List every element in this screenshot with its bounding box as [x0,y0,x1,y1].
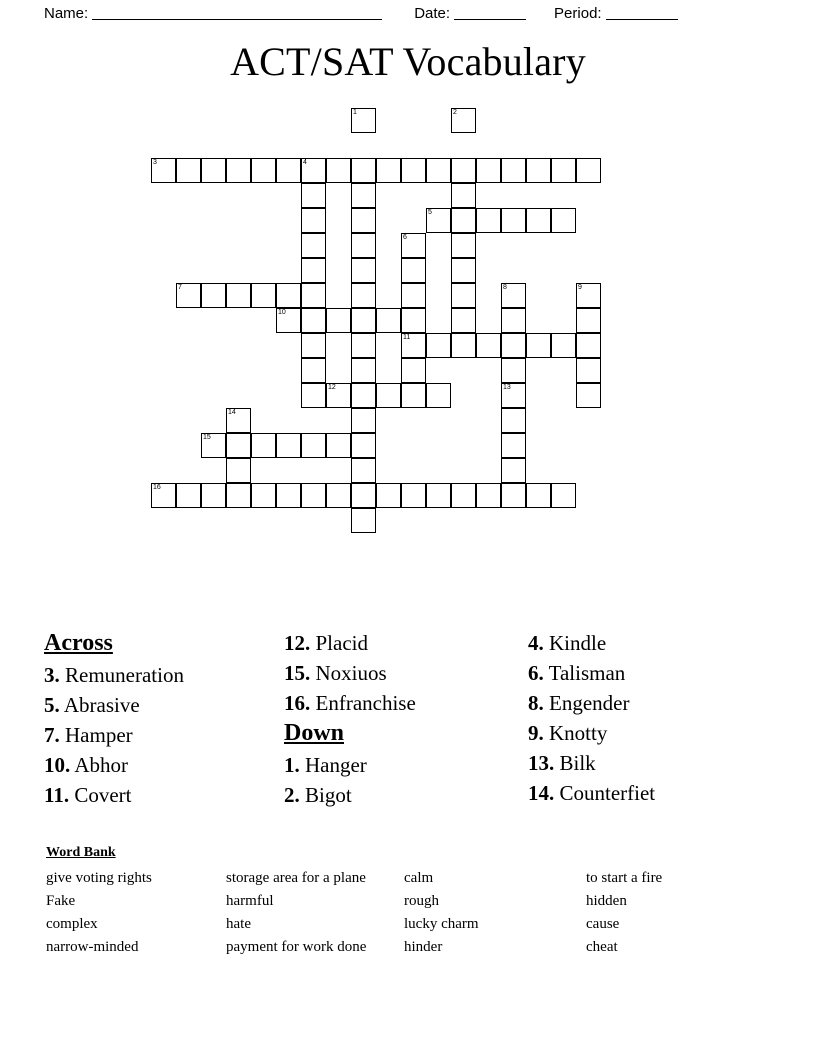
crossword-cell[interactable] [501,308,526,333]
crossword-cell[interactable] [301,333,326,358]
clue-word: Abrasive [63,693,140,717]
crossword-cell[interactable] [426,158,451,183]
word-bank-item: storage area for a plane [226,870,366,886]
word-bank-item: hate [226,916,251,932]
word-bank-grid [46,867,746,959]
crossword-cell[interactable] [201,433,226,458]
crossword-cell[interactable] [226,283,251,308]
crossword-cell[interactable] [351,383,376,408]
crossword-cell[interactable] [576,158,601,183]
cell-number: 15 [203,434,211,441]
crossword-cell[interactable] [276,308,301,333]
clue-word: Engender [549,691,630,715]
cell-number: 13 [503,384,511,391]
crossword-cell[interactable] [451,258,476,283]
down-heading: Down [284,720,345,746]
crossword-cell[interactable] [501,483,526,508]
clue-word: Hanger [305,753,367,777]
clue-number: 12. [284,631,311,655]
crossword-cell[interactable] [176,158,201,183]
crossword-cell[interactable] [451,308,476,333]
cell-number: 6 [403,234,407,241]
crossword-cell[interactable] [501,408,526,433]
clue-across-15 [284,658,524,688]
crossword-cell[interactable] [301,233,326,258]
clue-down-6 [528,658,778,688]
crossword-cell[interactable] [151,158,176,183]
crossword-cell[interactable] [351,358,376,383]
crossword-cell[interactable] [426,483,451,508]
crossword-cell[interactable] [176,483,201,508]
crossword-cell[interactable] [351,458,376,483]
clue-word: Knotty [549,721,608,745]
crossword-cell[interactable] [426,383,451,408]
crossword-cell[interactable] [451,158,476,183]
crossword-cell[interactable] [276,483,301,508]
crossword-cell[interactable] [451,108,476,133]
crossword-cell[interactable] [351,408,376,433]
crossword-cell[interactable] [351,433,376,458]
crossword-cell[interactable] [401,308,426,333]
word-bank-item: Fake [46,893,76,909]
word-bank-title: Word Bank [46,845,116,860]
crossword-cell[interactable] [351,308,376,333]
clue-number: 6. [528,661,544,685]
clue-number: 16. [284,691,311,715]
crossword-cell[interactable] [176,283,201,308]
crossword-cell[interactable] [401,383,426,408]
clue-number: 13. [528,751,555,775]
crossword-cell[interactable] [476,208,501,233]
cell-number: 16 [153,484,161,491]
word-bank-row [46,890,746,913]
word-bank-row [46,913,746,936]
crossword-cell[interactable] [326,433,351,458]
clue-word: Covert [74,783,132,807]
cell-number: 4 [303,159,307,166]
crossword-cell[interactable] [351,183,376,208]
crossword-cell[interactable] [301,258,326,283]
word-bank-item: payment for work done [226,939,367,955]
crossword-cell[interactable] [276,433,301,458]
crossword-cell[interactable] [351,208,376,233]
crossword-cell[interactable] [351,333,376,358]
name-label: Name: [44,4,89,22]
cell-number: 9 [578,284,582,291]
crossword-cell[interactable] [401,333,426,358]
page-title: ACT/SAT Vocabulary [230,39,586,84]
clue-number: 3. [44,663,60,687]
crossword-cell[interactable] [501,283,526,308]
crossword-cell[interactable] [526,158,551,183]
clue-number: 15. [284,661,311,685]
clue-number: 10. [44,753,71,777]
crossword-cell[interactable] [551,158,576,183]
crossword-cell[interactable] [451,208,476,233]
clue-across-5 [44,690,274,720]
crossword-cell[interactable] [326,158,351,183]
crossword-cell[interactable] [301,308,326,333]
clue-number: 9. [528,721,544,745]
crossword-cell[interactable] [251,158,276,183]
student-info-header [0,0,816,26]
crossword-cell[interactable] [301,433,326,458]
clue-column-1 [44,628,274,810]
crossword-cell[interactable] [576,383,601,408]
word-bank-row [46,867,746,890]
clue-down-9 [528,718,778,748]
clue-word: Talisman [548,661,626,685]
crossword-cell[interactable] [426,333,451,358]
crossword-cell[interactable] [451,233,476,258]
crossword-cell[interactable] [501,208,526,233]
clue-section [44,628,784,828]
clue-word: Hamper [65,723,133,747]
crossword-cell[interactable] [451,283,476,308]
crossword-cell[interactable] [376,483,401,508]
clue-word: Bigot [305,783,352,807]
cell-number: 12 [328,384,336,391]
clue-number: 1. [284,753,300,777]
crossword-cell[interactable] [351,108,376,133]
crossword-cell[interactable] [251,433,276,458]
crossword-cell[interactable] [301,483,326,508]
clue-down-13 [528,748,778,778]
word-bank-item: narrow-minded [46,939,139,955]
word-bank-item: cheat [586,939,618,955]
name-blank[interactable] [92,6,382,20]
crossword-cell[interactable] [351,508,376,533]
crossword-cell[interactable] [501,383,526,408]
crossword-cell[interactable] [226,458,251,483]
crossword-cell[interactable] [251,483,276,508]
cell-number: 10 [278,309,286,316]
clue-down-8 [528,688,778,718]
crossword-cell[interactable] [226,158,251,183]
clue-down-14 [528,778,778,808]
word-bank-item: to start a fire [586,870,663,886]
crossword-cell[interactable] [501,158,526,183]
crossword-cell[interactable] [301,158,326,183]
clue-number: 4. [528,631,544,655]
crossword-cell[interactable] [226,408,251,433]
clue-across-7 [44,720,274,750]
across-heading: Across [44,630,113,656]
clue-column-3 [528,628,778,808]
crossword-cell[interactable] [201,483,226,508]
crossword-cell[interactable] [401,483,426,508]
clue-number: 8. [528,691,544,715]
crossword-cell[interactable] [276,283,301,308]
word-bank-item: calm [404,870,434,886]
crossword-cell[interactable] [576,358,601,383]
crossword-cell[interactable] [426,208,451,233]
crossword-cell[interactable] [526,483,551,508]
crossword-cell[interactable] [351,233,376,258]
clue-down-1 [284,750,524,780]
crossword-cell[interactable] [501,358,526,383]
cell-number: 8 [503,284,507,291]
crossword-cell[interactable] [351,483,376,508]
clue-number: 2. [284,783,300,807]
crossword-cell[interactable] [401,158,426,183]
clue-word: Abhor [74,753,129,777]
word-bank-item: lucky charm [404,916,479,932]
crossword-cell[interactable] [401,258,426,283]
crossword-cell[interactable] [451,183,476,208]
crossword-cell[interactable] [326,383,351,408]
word-bank [46,845,746,959]
word-bank-item: give voting rights [46,870,152,886]
crossword-cell[interactable] [226,483,251,508]
period-label: Period: [554,4,602,22]
word-bank-item: rough [404,893,439,909]
period-blank[interactable] [606,6,678,20]
crossword-cell[interactable] [276,158,301,183]
crossword-cell[interactable] [551,208,576,233]
crossword-cell[interactable] [501,458,526,483]
cell-number: 7 [178,284,182,291]
clue-number: 5. [44,693,60,717]
clue-across-12 [284,628,524,658]
clue-word: Counterfiet [559,781,656,805]
crossword-cell[interactable] [201,283,226,308]
crossword-cell[interactable] [501,433,526,458]
cell-number: 14 [228,409,236,416]
clue-word: Remuneration [65,663,184,687]
crossword-cell[interactable] [451,333,476,358]
crossword-cell[interactable] [351,258,376,283]
cell-number: 1 [353,109,357,116]
crossword-cell[interactable] [501,333,526,358]
word-bank-item: hidden [586,893,627,909]
clue-word: Bilk [559,751,596,775]
crossword-cell[interactable] [326,308,351,333]
crossword-grid[interactable] [0,108,816,628]
crossword-cell[interactable] [201,158,226,183]
word-bank-item: hinder [404,939,443,955]
clue-across-10 [44,750,274,780]
crossword-cell[interactable] [476,333,501,358]
cell-number: 5 [428,209,432,216]
crossword-cell[interactable] [551,483,576,508]
crossword-cell[interactable] [476,158,501,183]
clue-word: Placid [315,631,368,655]
crossword-cell[interactable] [376,383,401,408]
clue-number: 11. [44,783,70,807]
crossword-cell[interactable] [576,308,601,333]
clue-across-11 [44,780,274,810]
crossword-cell[interactable] [401,283,426,308]
crossword-cell[interactable] [401,358,426,383]
clue-word: Enfranchise [315,691,416,715]
crossword-cell[interactable] [251,283,276,308]
crossword-cell[interactable] [526,208,551,233]
crossword-cell[interactable] [476,483,501,508]
clue-number: 14. [528,781,555,805]
clue-word: Noxiuos [315,661,387,685]
word-bank-item: complex [46,916,98,932]
clue-word: Kindle [549,631,607,655]
crossword-cell[interactable] [151,483,176,508]
crossword-cell[interactable] [576,333,601,358]
cell-number: 2 [453,109,457,116]
crossword-cell[interactable] [451,483,476,508]
clue-across-3 [44,660,274,690]
clue-down-4 [528,628,778,658]
word-bank-row [46,936,746,959]
crossword-cell[interactable] [376,158,401,183]
crossword-cell[interactable] [401,233,426,258]
crossword-cell[interactable] [576,283,601,308]
crossword-cell[interactable] [351,283,376,308]
crossword-cell[interactable] [376,308,401,333]
clue-number: 7. [44,723,60,747]
date-blank[interactable] [454,6,526,20]
crossword-cell[interactable] [301,208,326,233]
crossword-cell[interactable] [301,283,326,308]
date-label: Date: [414,4,451,22]
cell-number: 3 [153,159,157,166]
word-bank-item: cause [586,916,620,932]
clue-across-16 [284,688,524,718]
crossword-cell[interactable] [326,483,351,508]
crossword-cell[interactable] [301,183,326,208]
crossword-cell[interactable] [226,433,251,458]
crossword-cell[interactable] [351,158,376,183]
crossword-cell[interactable] [526,333,551,358]
clue-column-2 [284,628,524,810]
clue-down-2 [284,780,524,810]
cell-number: 11 [403,334,411,341]
crossword-cell[interactable] [551,333,576,358]
crossword-cell[interactable] [301,383,326,408]
word-bank-item: harmful [226,893,274,909]
crossword-cell[interactable] [301,358,326,383]
